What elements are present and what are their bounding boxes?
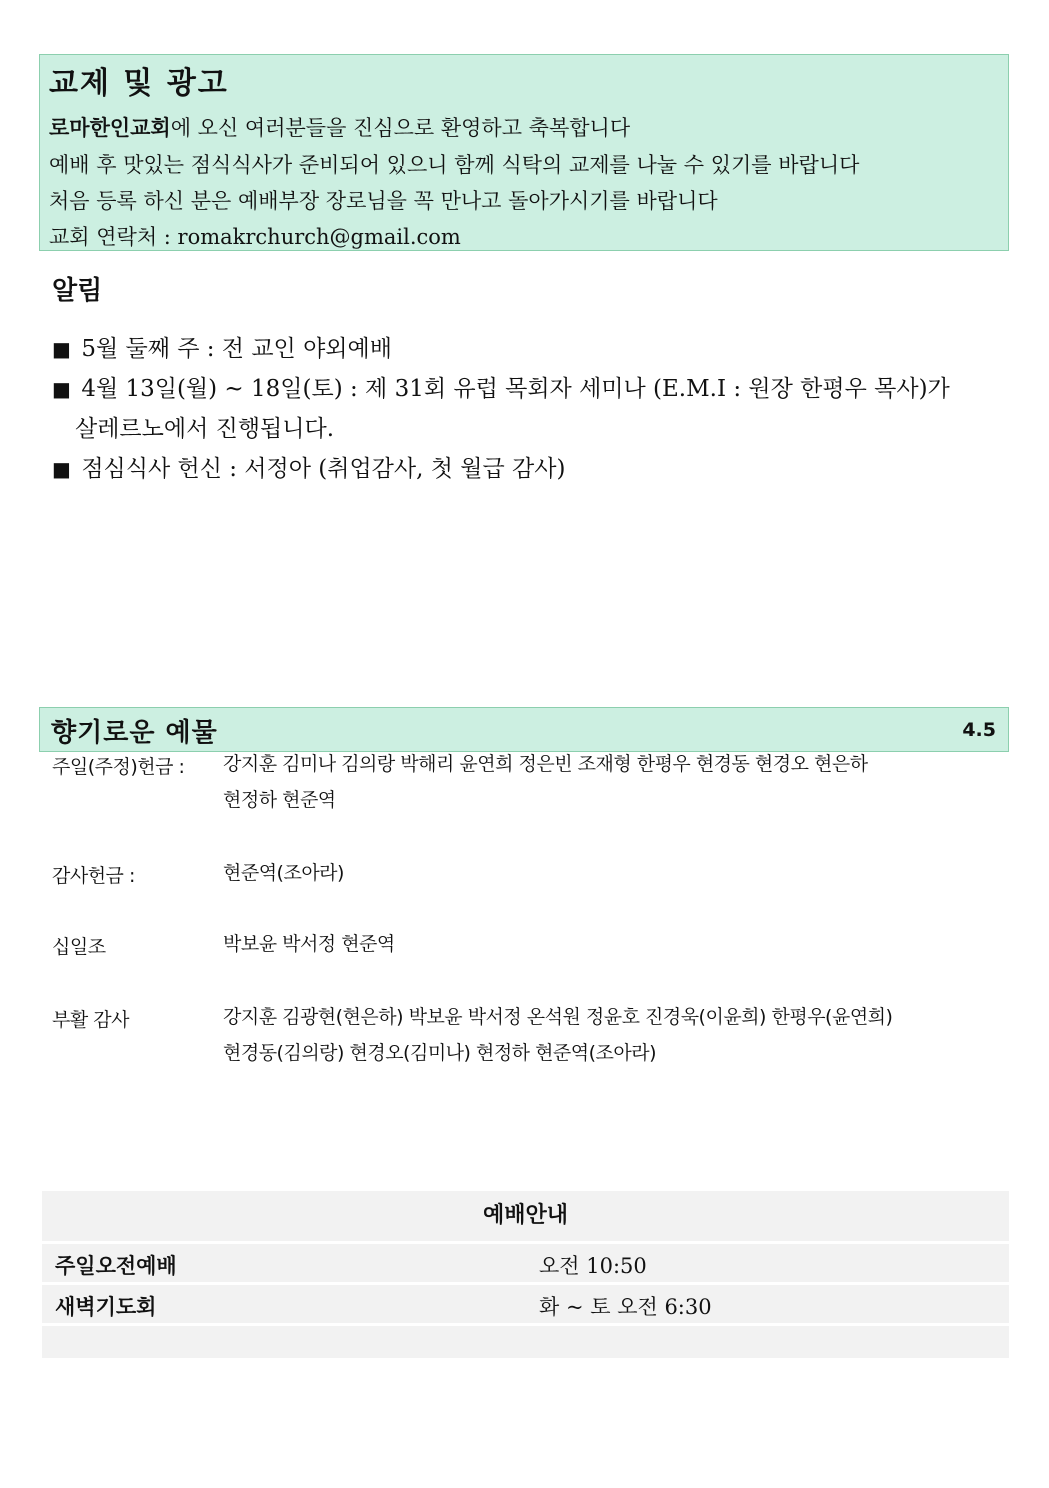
easter-offering-names [223,999,892,1071]
welcome-title: 교제 및 광고 [49,66,229,101]
thanks-offering-names: 현준역(조아라) [223,862,344,884]
service-time: 화 ~ 토 오전 6:30 [539,1295,712,1319]
service-row [42,1285,1009,1323]
service-row-empty [42,1326,1009,1358]
notice-item-3 [52,450,565,483]
sunday-offering-label: 주일(주정)헌금 : [52,756,185,778]
easter-offering-names-line-2: 현경동(김의랑) 현경오(김미나) 현정하 현준역(조아라) [223,1042,657,1064]
welcome-line-1 [49,112,630,142]
notice-item-1-text: 5월 둘째 주 : 전 교인 야외예배 [81,336,392,362]
sunday-offering-names-line-2: 현정하 현준역 [223,789,336,811]
service-row [42,1244,1009,1282]
tithe-names: 박보윤 박서정 현준역 [223,933,395,955]
service-name: 새벽기도회 [55,1295,157,1319]
easter-offering-names-line-1: 강지훈 김광현(현은하) 박보윤 박서정 온석원 정윤호 진경욱(이윤희) 한평우(윤연희) [223,1006,893,1028]
notice-item-2 [52,370,950,403]
easter-offering-label: 부활 감사 [52,1009,129,1031]
service-time: 오전 10:50 [539,1254,647,1278]
offering-date: 4.5 [962,719,996,741]
welcome-line-3: 처음 등록 하신 분은 예배부장 장로님을 꼭 만나고 돌아가시기를 바랍니다 [49,189,718,213]
sunday-offering-names [223,746,868,818]
bullet-icon: ■ [52,457,71,481]
welcome-box [39,54,1009,251]
service-name: 주일오전예배 [55,1254,177,1278]
offering-title: 향기로운 예물 [51,718,218,748]
notice-item-2-continued: 살레르노에서 진행됩니다. [75,416,335,442]
thanks-offering-label: 감사헌금 : [52,865,135,887]
contact-line: 교회 연락처 : romakrchurch@gmail.com [49,225,461,249]
bullet-icon: ■ [52,377,71,401]
sunday-offering-names-line-1: 강지훈 김미나 김의랑 박해리 윤연희 정은빈 조재형 한평우 현경동 현경오 현은하 [223,753,868,775]
service-table [42,1191,1009,1358]
church-name: 로마한인교회 [49,115,171,140]
notices-title: 알림 [52,276,103,306]
service-table-title: 예배안내 [42,1191,1009,1241]
bullet-icon: ■ [52,337,71,361]
tithe-label: 십일조 [52,936,106,958]
notice-item-2-text: 4월 13일(월) ~ 18일(토) : 제 31회 유럽 목회자 세미나 (E.M.I : 원장 한평우 목사)가 [81,376,950,402]
notice-item-1 [52,330,392,363]
notice-item-3-text: 점심식사 헌신 : 서정아 (취업감사, 첫 월급 감사) [81,456,566,482]
welcome-line-1-text: 에 오신 여러분들을 진심으로 환영하고 축복합니다 [170,116,631,140]
welcome-line-2: 예배 후 맛있는 점식식사가 준비되어 있으니 함께 식탁의 교제를 나눌 수 있기를 바랍니다 [49,153,860,177]
